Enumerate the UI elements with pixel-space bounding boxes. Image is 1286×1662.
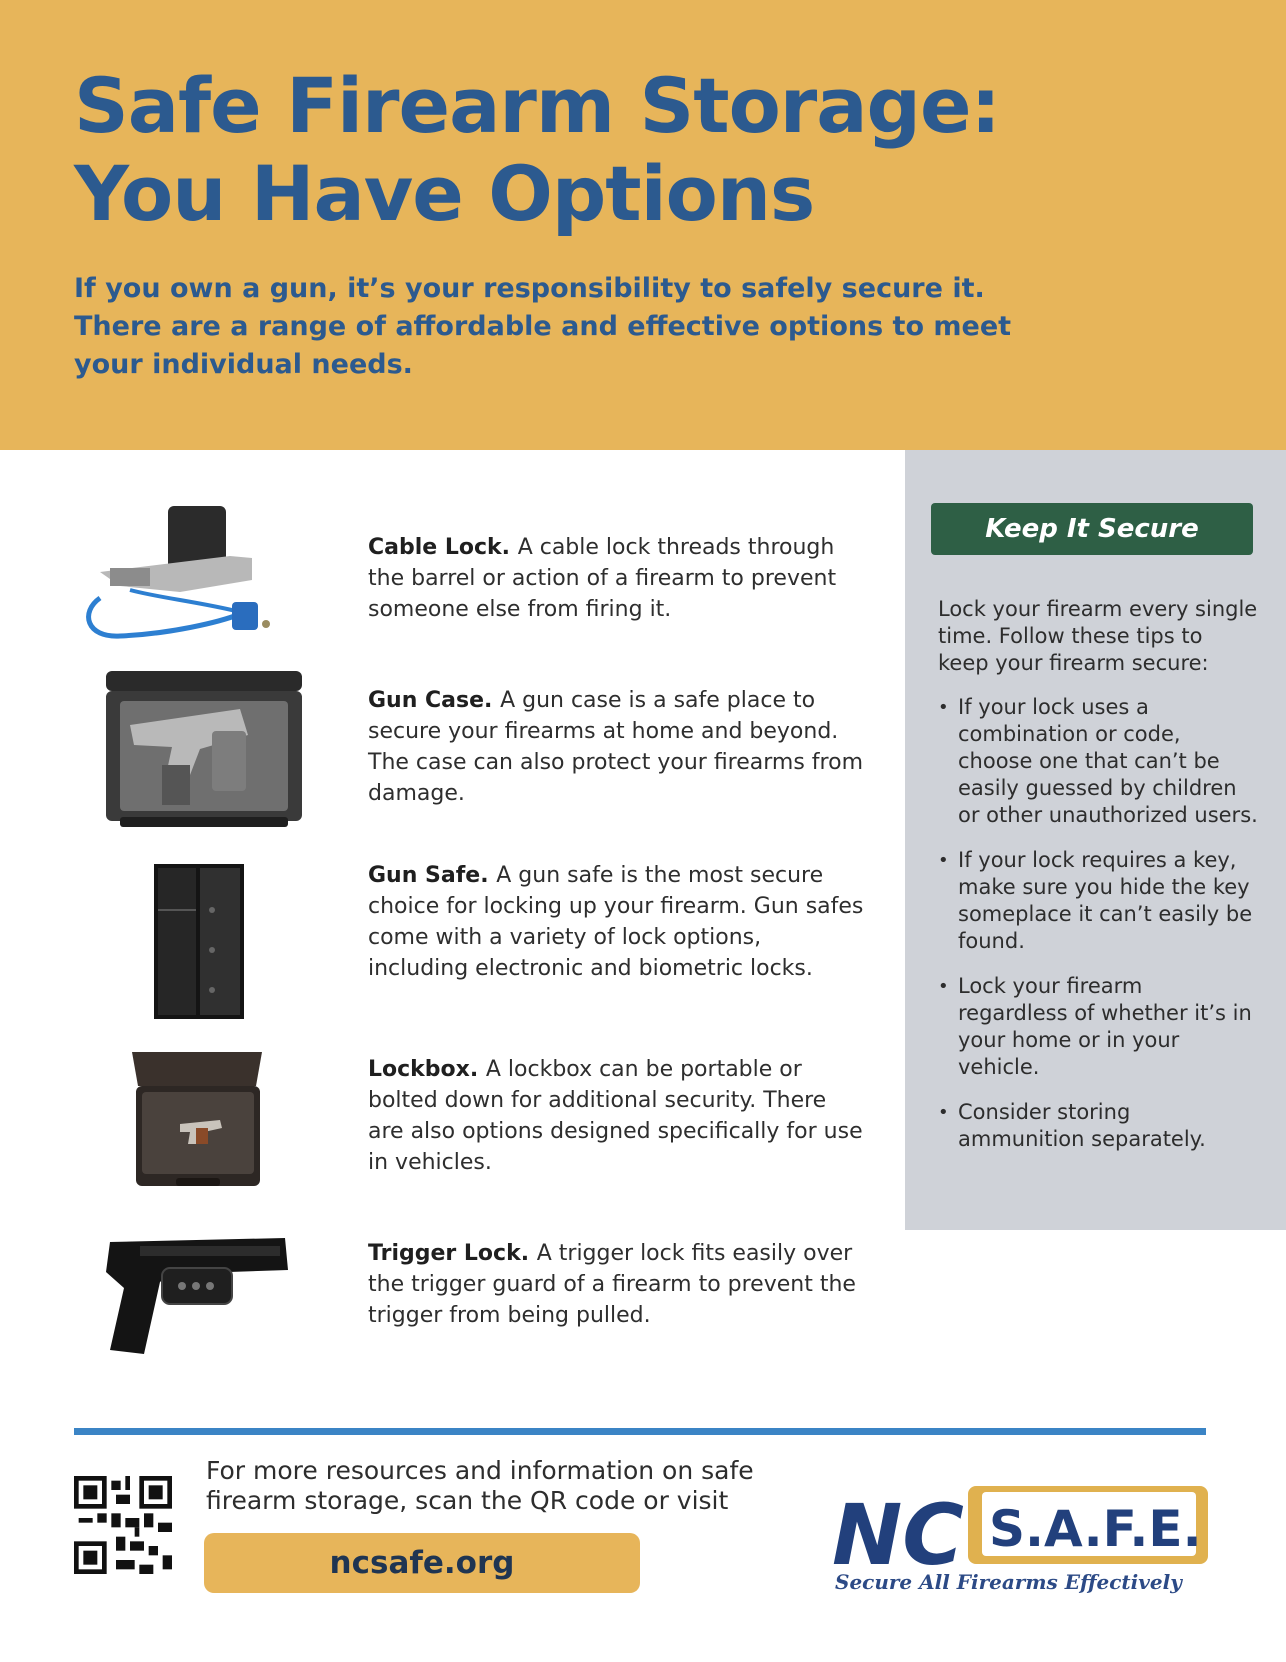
gun-safe-text: A gun safe is the most secure choice for locking up your firearm. Gun safes come with a variety of lock options, including electronic and biometric locks. (368, 863, 864, 981)
gun-case-label: Gun Case. (368, 688, 501, 713)
lockbox-description (368, 1054, 868, 1178)
tips-list (938, 694, 1258, 1171)
option-gun-case (80, 665, 863, 835)
option-cable-lock (80, 502, 860, 662)
tip-item: • If your lock uses a combination or code, choose one that can’t be easily guessed by children or other unauthorized users. (938, 694, 1258, 829)
cable-lock-image (80, 502, 330, 662)
intro-text: If you own a gun, it’s your responsibility to safely secure it. There are a range of affordable and effective options to meet your individual needs. (74, 273, 1012, 380)
keep-it-secure-heading: Keep It Secure (931, 503, 1253, 555)
trigger-lock-description (368, 1238, 868, 1331)
header-banner (0, 0, 1286, 450)
gun-safe-label: Gun Safe. (368, 863, 497, 888)
gun-case-description (368, 685, 868, 809)
option-gun-safe (80, 860, 864, 1025)
lockbox-text: A lockbox can be portable or bolted down for additional security. There are also options designed specifically for use in vehicles. (368, 1057, 863, 1175)
tip-item: • If your lock requires a key, make sure you hide the key someplace it can’t easily be found. (938, 847, 1258, 955)
cable-lock-text: A cable lock threads through the barrel or action of a firearm to prevent someone else from firing it. (368, 535, 837, 622)
option-trigger-lock (80, 1232, 860, 1362)
gun-case-image (80, 665, 330, 835)
title-line-2: You Have Options (74, 149, 815, 238)
ncsafe-link-button[interactable]: ncsafe.org (204, 1533, 640, 1593)
logo-safe-letters: S.A.F.E. (989, 1500, 1202, 1558)
gun-safe-image (80, 860, 330, 1025)
cable-lock-description (368, 532, 868, 625)
trigger-lock-label: Trigger Lock. (368, 1241, 537, 1266)
qr-code-icon[interactable] (74, 1476, 172, 1574)
tip-item: • Consider storing ammunition separately. (938, 1099, 1258, 1153)
gun-case-text: A gun case is a safe place to secure your firearms at home and beyond. The case can also protect your firearms from damage. (368, 688, 863, 806)
title-line-1: Safe Firearm Storage: (74, 61, 1000, 150)
sidebar-intro-text: Lock your firearm every single time. Follow these tips to keep your firearm secure: (938, 597, 1258, 675)
lockbox-image (80, 1040, 330, 1200)
page-title (74, 62, 1174, 238)
trigger-lock-image (80, 1232, 330, 1362)
footer-info-text: For more resources and information on safe firearm storage, scan the QR code or visit (206, 1456, 754, 1515)
option-lockbox (80, 1040, 863, 1200)
cable-lock-label: Cable Lock. (368, 535, 518, 560)
trigger-lock-text: A trigger lock fits easily over the trigger guard of a firearm to prevent the trigger from being pulled. (368, 1241, 856, 1328)
gun-safe-description (368, 860, 868, 984)
logo-nc-letters: NC (832, 1486, 964, 1584)
tip-item: • Lock your firearm regardless of whether it’s in your home or in your vehicle. (938, 973, 1258, 1081)
logo-slogan: Secure All Firearms Effectively (835, 1570, 1182, 1594)
keep-it-secure-panel (905, 450, 1286, 1230)
lockbox-label: Lockbox. (368, 1057, 486, 1082)
footer-divider (74, 1428, 1206, 1435)
